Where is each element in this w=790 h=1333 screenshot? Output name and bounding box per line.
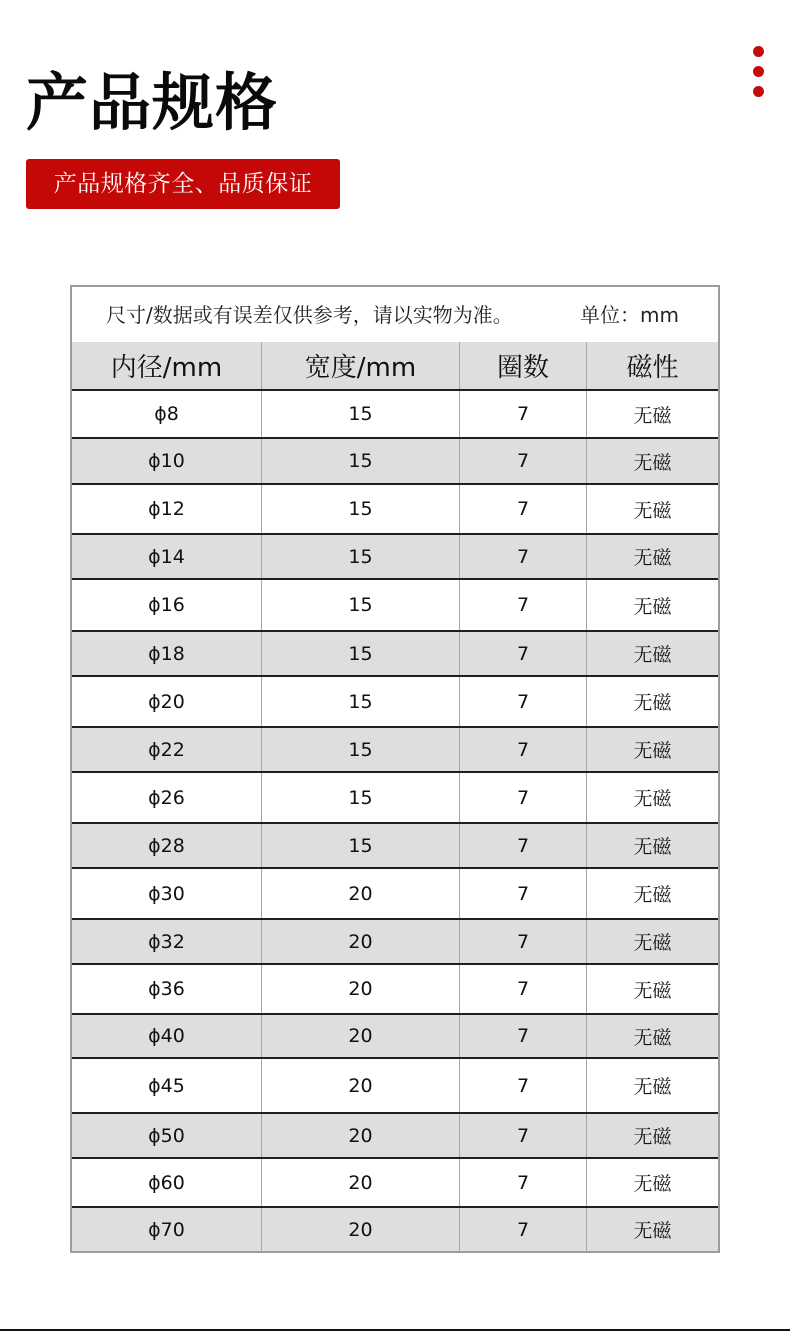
- width-cell: 20: [262, 920, 460, 963]
- width-cell: 15: [262, 580, 460, 630]
- inner-diameter-cell: ϕ10: [72, 439, 262, 483]
- inner-diameter-cell: ϕ30: [72, 869, 262, 918]
- turns-cell: 7: [460, 869, 587, 918]
- table-row: [72, 1015, 718, 1059]
- width-cell: 15: [262, 728, 460, 771]
- table-row: [72, 485, 718, 535]
- turns-cell: 7: [460, 1015, 587, 1057]
- width-cell: 15: [262, 677, 460, 726]
- more-menu-icon[interactable]: [752, 46, 766, 102]
- subtitle-badge: 产品规格齐全、品质保证: [26, 159, 340, 209]
- magnetism-cell: 无磁: [633, 884, 672, 906]
- turns-cell: 7: [460, 1114, 587, 1157]
- turns-cell: 7: [460, 439, 587, 483]
- inner-diameter-cell: ϕ28: [72, 824, 262, 867]
- spec-table: [70, 285, 720, 1253]
- magnetism-cell: 无磁: [633, 1076, 672, 1098]
- table-row: [72, 1159, 718, 1208]
- width-cell: 15: [262, 632, 460, 675]
- inner-diameter-cell: ϕ12: [72, 485, 262, 533]
- table-row: [72, 439, 718, 485]
- width-cell: 15: [262, 773, 460, 822]
- turns-cell: 7: [460, 920, 587, 963]
- table-row: [72, 580, 718, 632]
- inner-diameter-cell: ϕ18: [72, 632, 262, 675]
- width-cell: 20: [262, 1015, 460, 1057]
- column-header-turns: 圈数: [460, 342, 587, 389]
- inner-diameter-cell: ϕ32: [72, 920, 262, 963]
- inner-diameter-cell: ϕ20: [72, 677, 262, 726]
- magnetism-cell: 无磁: [633, 1026, 672, 1049]
- table-header-row: [72, 342, 718, 391]
- column-header-width: 宽度/mm: [262, 342, 460, 389]
- inner-diameter-cell: ϕ60: [72, 1159, 262, 1206]
- inner-diameter-cell: ϕ26: [72, 773, 262, 822]
- table-row: [72, 728, 718, 773]
- magnetism-cell: 无磁: [633, 932, 672, 954]
- turns-cell: 7: [460, 1208, 587, 1251]
- turns-cell: 7: [460, 728, 587, 771]
- magnetism-cell: 无磁: [633, 692, 672, 714]
- inner-diameter-cell: ϕ40: [72, 1015, 262, 1057]
- table-row: [72, 677, 718, 728]
- width-cell: 20: [262, 869, 460, 918]
- magnetism-cell: 无磁: [633, 1220, 672, 1242]
- disclaimer-text: 尺寸/数据或有误差仅供参考，请以实物为准。: [106, 303, 513, 327]
- width-cell: 15: [262, 824, 460, 867]
- table-row: [72, 391, 718, 439]
- table-row: [72, 965, 718, 1015]
- width-cell: 15: [262, 485, 460, 533]
- turns-cell: 7: [460, 824, 587, 867]
- table-row: [72, 632, 718, 677]
- turns-cell: 7: [460, 580, 587, 630]
- width-cell: 20: [262, 965, 460, 1013]
- magnetism-cell: 无磁: [633, 1126, 672, 1148]
- magnetism-cell: 无磁: [633, 644, 672, 666]
- table-row: [72, 869, 718, 920]
- table-row: [72, 535, 718, 580]
- column-header-inner-diameter: 内径/mm: [72, 342, 262, 389]
- magnetism-cell: 无磁: [633, 1173, 672, 1195]
- dot-icon: [753, 86, 764, 97]
- magnetism-cell: 无磁: [633, 788, 672, 810]
- turns-cell: 7: [460, 485, 587, 533]
- turns-cell: 7: [460, 535, 587, 578]
- table-row: [72, 773, 718, 824]
- inner-diameter-cell: ϕ36: [72, 965, 262, 1013]
- table-row: [72, 920, 718, 965]
- page-title: 产品规格: [26, 66, 279, 139]
- inner-diameter-cell: ϕ50: [72, 1114, 262, 1157]
- inner-diameter-cell: ϕ45: [72, 1059, 262, 1112]
- inner-diameter-cell: ϕ14: [72, 535, 262, 578]
- turns-cell: 7: [460, 391, 587, 437]
- width-cell: 15: [262, 391, 460, 437]
- table-row: [72, 1114, 718, 1159]
- table-note-row: [72, 287, 718, 344]
- turns-cell: 7: [460, 632, 587, 675]
- magnetism-cell: 无磁: [633, 547, 672, 569]
- turns-cell: 7: [460, 677, 587, 726]
- unit-label: 单位：mm: [580, 303, 679, 327]
- turns-cell: 7: [460, 1159, 587, 1206]
- dot-icon: [753, 46, 764, 57]
- width-cell: 20: [262, 1208, 460, 1251]
- magnetism-cell: 无磁: [633, 451, 672, 474]
- magnetism-cell: 无磁: [633, 404, 672, 427]
- inner-diameter-cell: ϕ16: [72, 580, 262, 630]
- width-cell: 20: [262, 1114, 460, 1157]
- bottom-divider: [0, 1329, 790, 1331]
- magnetism-cell: 无磁: [633, 595, 672, 618]
- width-cell: 15: [262, 535, 460, 578]
- turns-cell: 7: [460, 773, 587, 822]
- table-row: [72, 1208, 718, 1251]
- magnetism-cell: 无磁: [633, 836, 672, 858]
- magnetism-cell: 无磁: [633, 499, 672, 522]
- width-cell: 20: [262, 1159, 460, 1206]
- inner-diameter-cell: ϕ22: [72, 728, 262, 771]
- column-header-magnetism: 磁性: [626, 353, 679, 383]
- inner-diameter-cell: ϕ70: [72, 1208, 262, 1251]
- turns-cell: 7: [460, 965, 587, 1013]
- table-row: [72, 824, 718, 869]
- table-row: [72, 1059, 718, 1114]
- magnetism-cell: 无磁: [633, 740, 672, 762]
- width-cell: 20: [262, 1059, 460, 1112]
- turns-cell: 7: [460, 1059, 587, 1112]
- dot-icon: [753, 66, 764, 77]
- inner-diameter-cell: ϕ8: [72, 391, 262, 437]
- magnetism-cell: 无磁: [633, 979, 672, 1002]
- width-cell: 15: [262, 439, 460, 483]
